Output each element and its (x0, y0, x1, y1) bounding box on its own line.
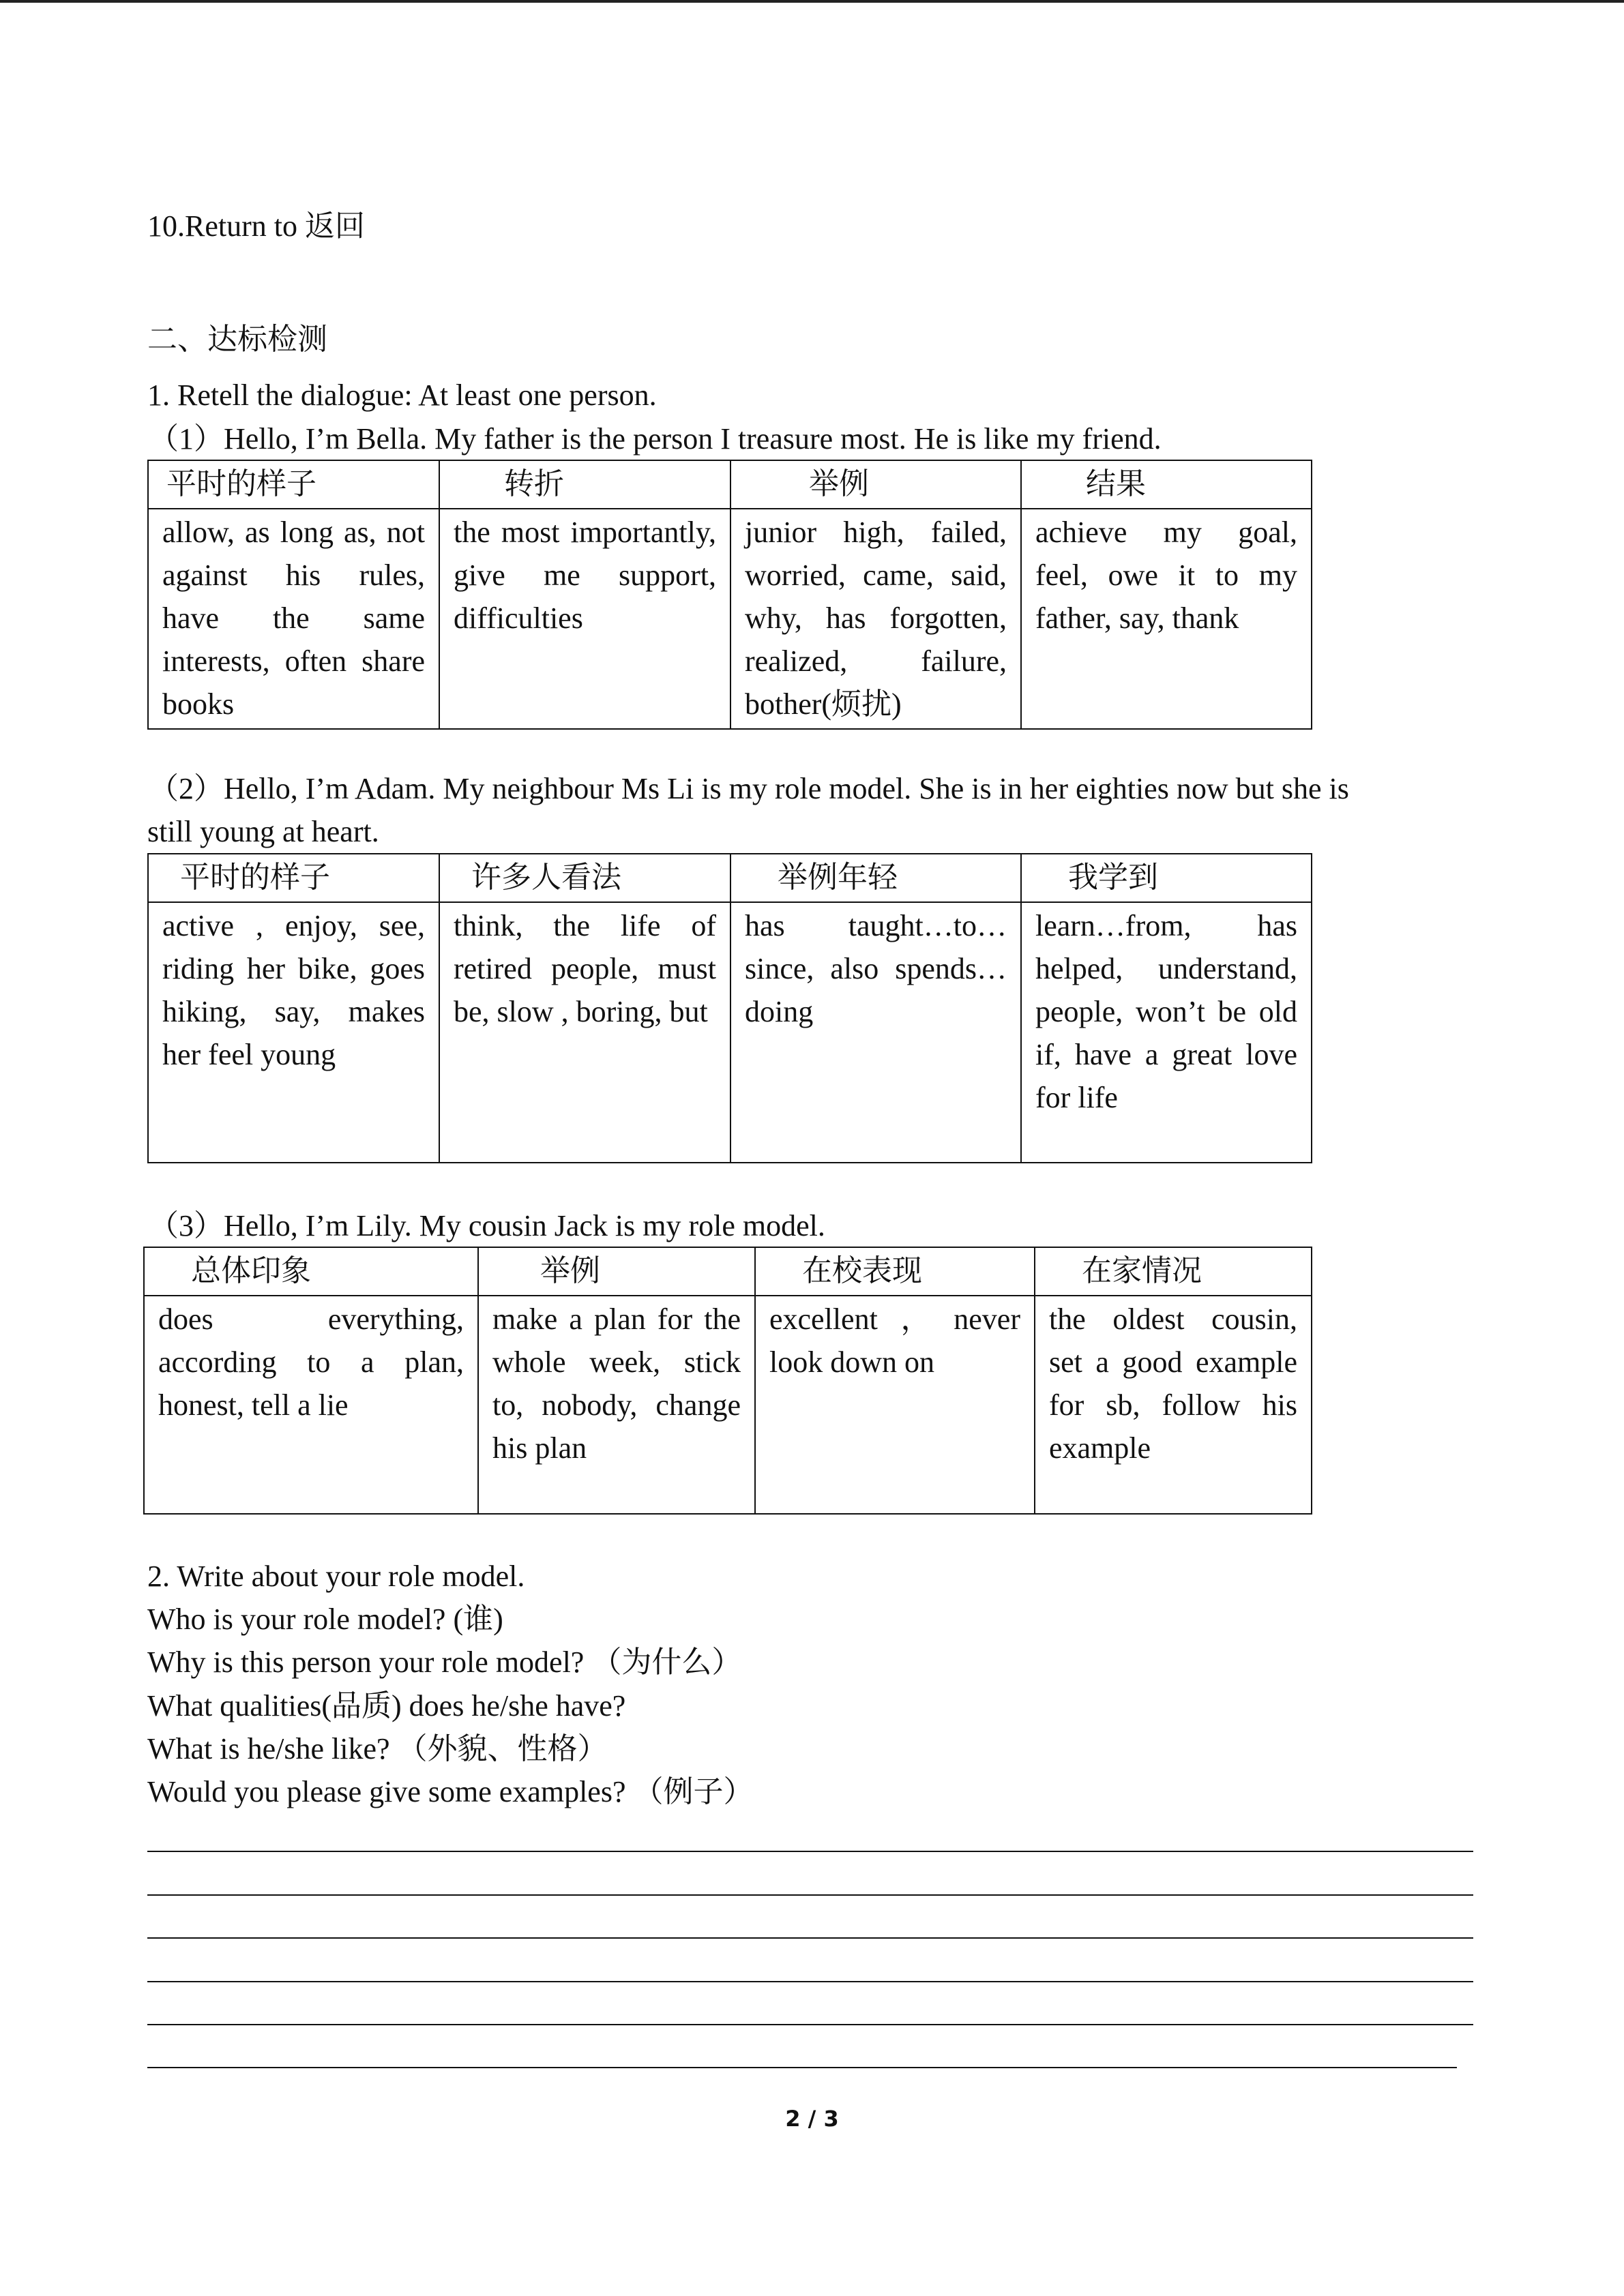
dialogue1-table (147, 460, 1312, 730)
writing-line-2[interactable] (147, 1894, 1473, 1896)
task1-title: 1. Retell the dialogue: At least one person. (147, 378, 657, 412)
d3-cell-4: the oldest cousin, set a good example for sb, follow his example (1035, 1296, 1312, 1514)
d3-cell-3: excellent，never look down on (755, 1296, 1035, 1514)
dialogue1-intro: （1）Hello, I’m Bella. My father is the person I treasure most. He is like my friend. (149, 422, 1162, 456)
intro-item: 10.Return to 返回 (147, 209, 365, 243)
d1-header-2: 转折 (439, 460, 730, 509)
d3-cell-2: make a plan for the whole week, stick to, nobody, change his plan (478, 1296, 755, 1514)
d2-cell-2: think, the life of retired people, must be, slow , boring, but (439, 902, 730, 1163)
d3-header-3: 在校表现 (755, 1247, 1035, 1296)
d2-cell-4: learn…from, has helped, understand, people, won’t be old if, have a great love for life (1021, 902, 1312, 1163)
task2-title: 2. Write about your role model. (147, 1560, 525, 1593)
writing-line-5[interactable] (147, 2024, 1473, 2025)
d1-cell-4: achieve my goal, feel, owe it to my father, say, thank (1021, 509, 1312, 729)
d2-header-4: 我学到 (1021, 854, 1312, 902)
d3-header-4: 在家情况 (1035, 1247, 1312, 1296)
question-3: What qualities(品质) does he/she have? (147, 1689, 626, 1723)
question-2: Why is this person your role model? （为什么） (147, 1645, 742, 1679)
writing-line-1[interactable] (147, 1851, 1473, 1852)
page-top-border (0, 0, 1624, 3)
question-5: Would you please give some examples? （例子） (147, 1775, 754, 1808)
d2-header-1: 平时的样子 (148, 854, 439, 902)
writing-line-3[interactable] (147, 1937, 1473, 1939)
d1-header-3: 举例 (730, 460, 1021, 509)
d1-header-4: 结果 (1021, 460, 1312, 509)
d1-cell-3: junior high, failed, worried, came, said, why, has forgotten, realized, failure, bother(烦扰) (730, 509, 1021, 729)
writing-line-4[interactable] (147, 1981, 1473, 1982)
question-1: Who is your role model? (谁) (147, 1602, 503, 1636)
dialogue2-intro-line2: still young at heart. (147, 815, 379, 848)
dialogue3-table (143, 1247, 1312, 1515)
d2-cell-3: has taught…to… since, also spends…doing (730, 902, 1021, 1163)
d3-cell-1: does everything, according to a plan, honest, tell a lie (144, 1296, 478, 1514)
dialogue2-intro-line1: （2）Hello, I’m Adam. My neighbour Ms Li is my role model. She is in her eighties now but she is (149, 772, 1349, 805)
d2-header-2: 许多人看法 (439, 854, 730, 902)
page-number: 2 / 3 (785, 2106, 839, 2132)
question-4: What is he/she like? （外貌、性格） (147, 1732, 608, 1765)
d3-header-2: 举例 (478, 1247, 755, 1296)
dialogue3-intro: （3）Hello, I’m Lily. My cousin Jack is my role model. (149, 1209, 825, 1242)
dialogue2-table (147, 853, 1312, 1163)
d3-header-1: 总体印象 (144, 1247, 478, 1296)
section-title: 二、达标检测 (147, 323, 327, 356)
d1-cell-2: the most importantly, give me support, difficulties (439, 509, 730, 729)
writing-line-6[interactable] (147, 2067, 1457, 2068)
d2-cell-1: active , enjoy, see, riding her bike, goes hiking, say, makes her feel young (148, 902, 439, 1163)
d1-cell-1: allow, as long as, not against his rules, have the same interests, often share books (148, 509, 439, 729)
d2-header-3: 举例年轻 (730, 854, 1021, 902)
d1-header-1: 平时的样子 (148, 460, 439, 509)
